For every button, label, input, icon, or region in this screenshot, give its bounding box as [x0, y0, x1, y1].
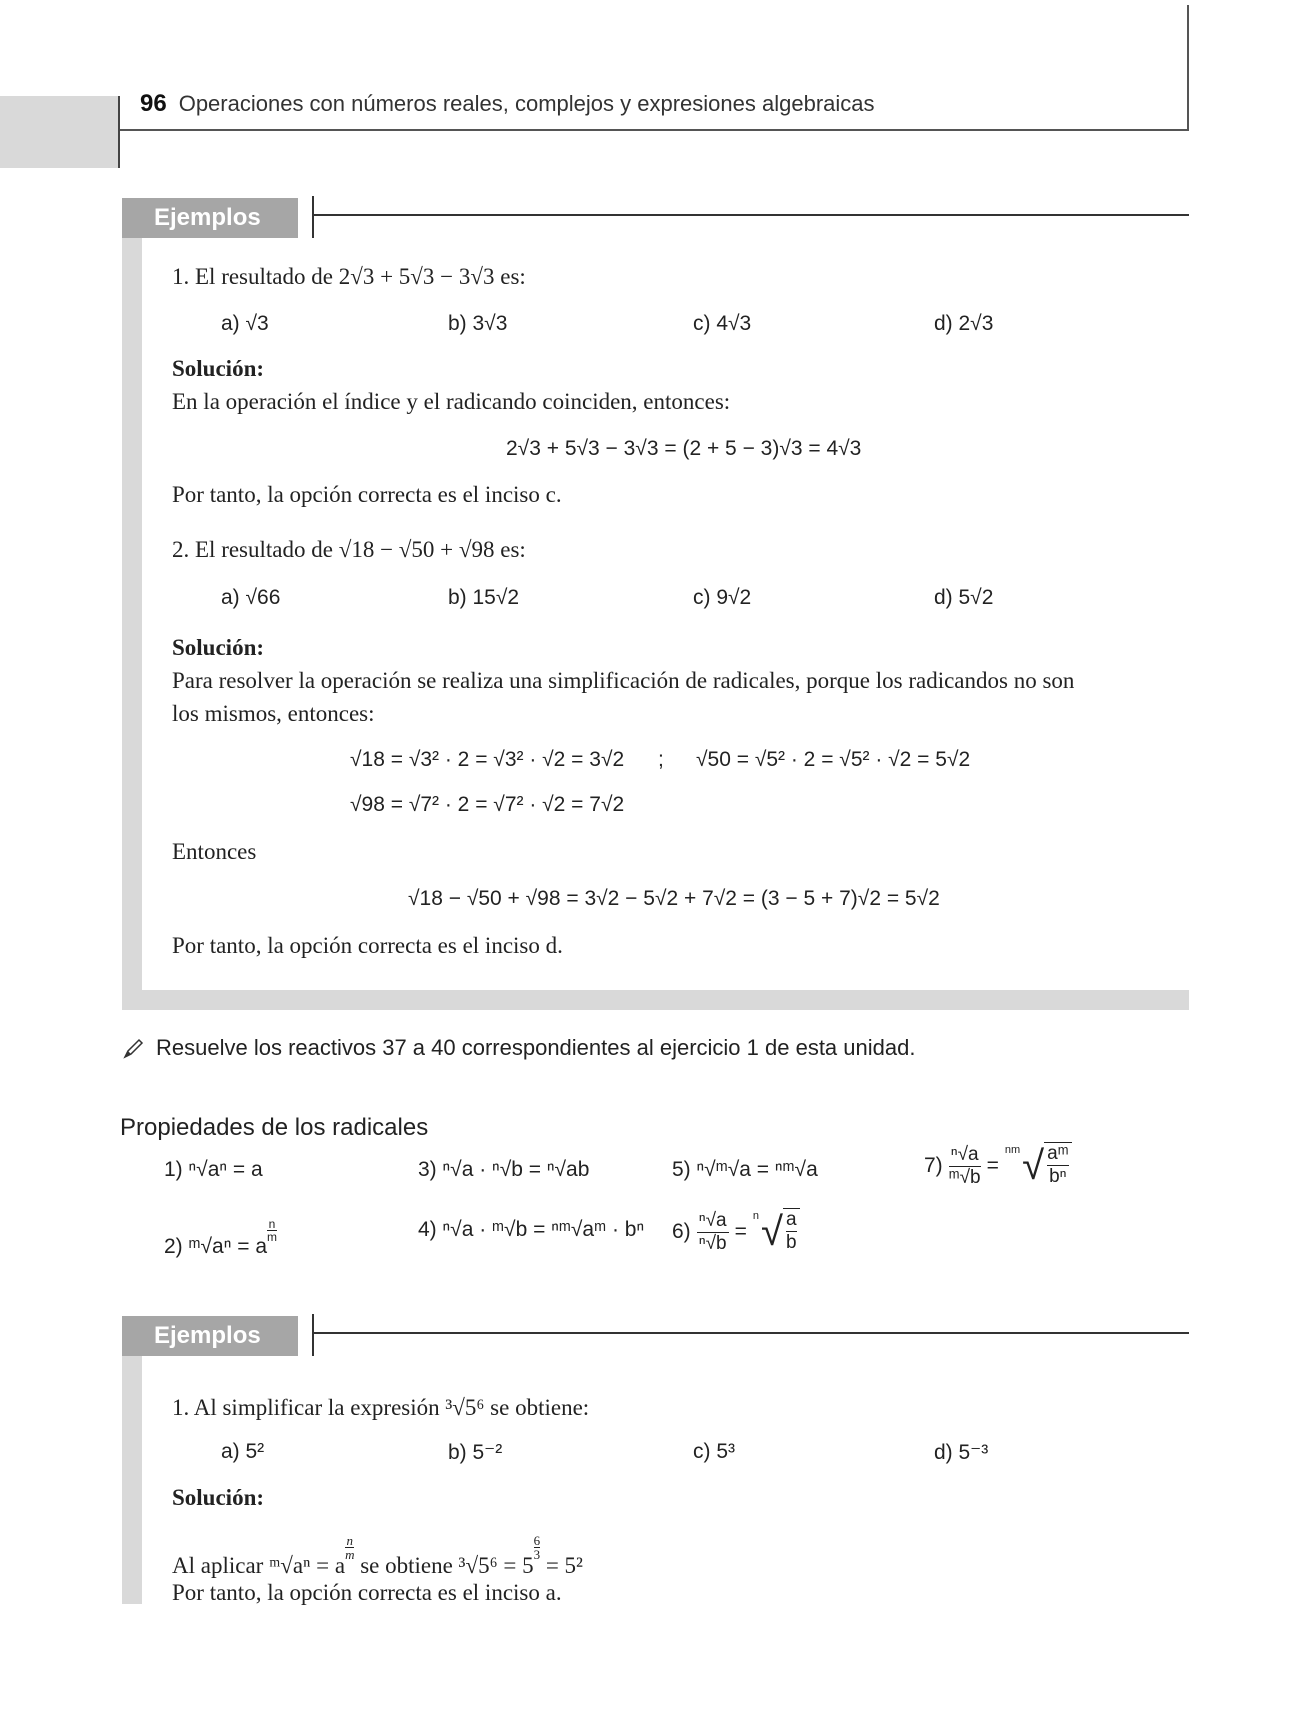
- properties-title: Propiedades de los radicales: [120, 1114, 429, 1141]
- option-a: a) √66: [221, 586, 281, 609]
- option-d: d) 2√3: [934, 312, 994, 335]
- exercise-note: Resuelve los reactivos 37 a 40 correspondientes al ejercicio 1 de esta unidad.: [156, 1035, 916, 1060]
- examples-tab-edge: [312, 196, 314, 238]
- option-c: c) 4√3: [693, 312, 752, 335]
- solution-text-line2: los mismos, entonces:: [172, 701, 375, 726]
- equation-sqrt18: √18 = √3² · 2 = √3² · √2 = 3√2: [350, 748, 625, 771]
- conclusion: Por tanto, la opción correcta es el inciso d.: [172, 933, 563, 958]
- then-text: Entonces: [172, 839, 257, 864]
- conclusion: Por tanto, la opción correcta es el inciso a.: [172, 1580, 562, 1605]
- property-3: 3) ⁿ√a · ⁿ√b = ⁿ√ab: [418, 1158, 590, 1181]
- option-b: b) 3√3: [448, 312, 508, 335]
- equation-sqrt50: √50 = √5² · 2 = √5² · √2 = 5√2: [696, 748, 971, 771]
- equation-separator: ;: [658, 748, 664, 771]
- header-block-edge: [118, 96, 120, 168]
- option-c: c) 9√2: [693, 586, 752, 609]
- examples-rule: [312, 214, 1189, 216]
- property-5: 5) ⁿ√ᵐ√a = ⁿᵐ√a: [672, 1158, 818, 1181]
- example1-question: 1. Al simplificar la expresión ³√5⁶ se obtiene:: [172, 1395, 590, 1420]
- option-c: c) 5³: [693, 1440, 735, 1463]
- examples-sidebar: [122, 1356, 142, 1604]
- examples-tab: Ejemplos: [122, 198, 298, 238]
- option-b: b) 5⁻²: [448, 1441, 503, 1464]
- examples-tab: Ejemplos: [122, 1316, 298, 1356]
- solution-text: En la operación el índice y el radicando coinciden, entonces:: [172, 389, 731, 414]
- examples-rule: [312, 1332, 1189, 1334]
- property-4: 4) ⁿ√a · ᵐ√b = ⁿᵐ√aᵐ · bⁿ: [418, 1218, 645, 1241]
- running-header: [140, 90, 875, 118]
- solution-label: Solución:: [172, 1485, 265, 1510]
- property-6: 6) $\frac{\text{ⁿ√a}}{\text{ⁿ√b}}$ = n √ a b: [672, 1204, 800, 1260]
- solution-label: Solución:: [172, 356, 265, 381]
- header-underline: [120, 129, 1189, 131]
- pencil-icon: [122, 1036, 146, 1060]
- option-a: a) 5²: [221, 1440, 265, 1463]
- option-a: a) √3: [221, 312, 269, 335]
- conclusion: Por tanto, la opción correcta es el inciso c.: [172, 482, 562, 507]
- examples-sidebar: [122, 238, 142, 992]
- solution-text-line1: Para resolver la operación se realiza una simplificación de radicales, porque los radicandos no son: [172, 668, 1075, 693]
- final-equation: √18 − √50 + √98 = 3√2 − 5√2 + 7√2 = (3 − 5 + 7)√2 = 5√2: [408, 887, 940, 910]
- header-frame-vertical-line: [1187, 5, 1189, 131]
- examples-bottom-bar: [122, 990, 1189, 1010]
- example2-question: 2. El resultado de √18 − √50 + √98 es:: [172, 537, 526, 562]
- solution-equation: 2√3 + 5√3 − 3√3 = (2 + 5 − 3)√3 = 4√3: [506, 437, 862, 460]
- example1-question: 1. El resultado de 2√3 + 5√3 − 3√3 es:: [172, 264, 526, 289]
- option-d: d) 5√2: [934, 586, 994, 609]
- equation-sqrt98: √98 = √7² · 2 = √7² · √2 = 7√2: [350, 793, 625, 816]
- property-2: 2) ᵐ√aⁿ = a $\frac{n}{m}$: [164, 1217, 278, 1258]
- solution-label: Solución:: [172, 635, 265, 660]
- option-d: d) 5⁻³: [934, 1441, 989, 1464]
- property-7: 7) $\frac{\text{ⁿ√a}}{\text{ᵐ√b}}$ = nm √ aᵐ bⁿ: [924, 1138, 1072, 1194]
- header-gray-block: [0, 96, 118, 168]
- chapter-title: Operaciones con números reales, complejos y expresiones algebraicas: [178, 91, 875, 116]
- property-1: 1) ⁿ√aⁿ = a: [164, 1158, 263, 1181]
- page-number: 96: [140, 90, 167, 117]
- option-b: b) 15√2: [448, 586, 520, 609]
- examples-tab-edge: [312, 1314, 314, 1356]
- solution-text: Al aplicar ᵐ√aⁿ = a $\frac{n}{m}$ se obtiene ³√5⁶ = 5 $\frac{6}{3}$ = 5²: [172, 1533, 583, 1578]
